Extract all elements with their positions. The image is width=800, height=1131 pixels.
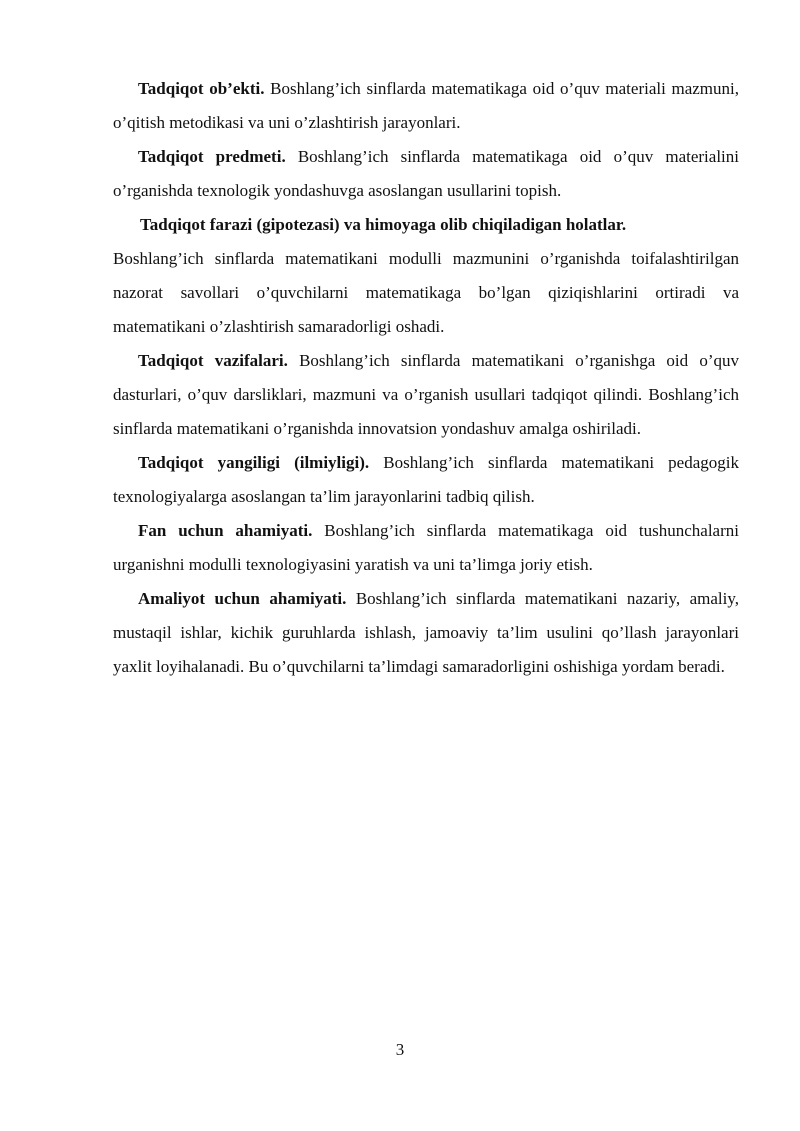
paragraph-text: Boshlang’ich sinflarda matematikaga oid o’quv materiali mazmuni, o’qitish metodikasi va uni o’zlashtirish jarayonlari.: [113, 79, 740, 132]
paragraph-text: Boshlang’ich sinflarda matematikaga oid tushunchalarni urganishni modulli texnologiyasini yaratish va uni ta’limga joriy etish.: [113, 521, 739, 574]
document-body: [113, 72, 739, 684]
paragraph-label: Tadqiqot yangiligi (ilmiyligi).: [138, 453, 370, 472]
paragraph-research-novelty: [113, 446, 739, 514]
paragraph-label: Amaliyot uchun ahamiyati.: [138, 589, 347, 608]
paragraph-text: Boshlang’ich sinflarda matematikani nazariy, amaliy, mustaqil ishlar, kichik guruhlarda ishlash, jamoaviy ta’lim usulini qo’llash jarayonlari yaxlit loyihalanadi. Bu o’quvchilarni ta’limdagi samaradorligini oshishiga yordam beradi.: [113, 589, 739, 676]
page-number: 3: [395, 1040, 405, 1059]
paragraph-practical-significance: [113, 582, 739, 684]
paragraph-text: Boshlang’ich sinflarda matematikani o’rganishga oid o’quv dasturlari, o’quv darsliklari, mazmuni va o’rganish usullari tadqiqot qilindi. Boshlang’ich sinflarda matematikani o’rganishda innovatsion yondashuv amalga oshiriladi.: [113, 351, 739, 438]
paragraph-text: Boshlang’ich sinflarda matematikani modulli mazmunini o’rganishda toifalashtirilgan nazorat savollari o’quvchilarni matematikaga bo’lgan qiziqishlarini ortiradi va matematikani o’zlashtirish samaradorligi oshadi.: [113, 249, 739, 336]
paragraph-scientific-significance: [113, 514, 739, 582]
paragraph-label: Tadqiqot vazifalari.: [138, 351, 288, 370]
paragraph-label: Tadqiqot predmeti.: [138, 147, 286, 166]
paragraph-label: Fan uchun ahamiyati.: [138, 521, 313, 540]
paragraph-text: Boshlang’ich sinflarda matematikani pedagogik texnologiyalarga asoslangan ta’lim jarayonlarini tadbiq qilish.: [113, 453, 739, 506]
paragraph-label: Tadqiqot ob’ekti.: [138, 79, 265, 98]
paragraph-text: Boshlang’ich sinflarda matematikaga oid o’quv materialini o’rganishda texnologik yondashuvga asoslangan usullarini topish.: [113, 147, 739, 200]
paragraph-hypothesis: [113, 208, 739, 344]
paragraph-research-object: [113, 72, 739, 140]
paragraph-label: Tadqiqot farazi (gipotezasi) va himoyaga olib chiqiladigan holatlar.: [140, 215, 627, 234]
paragraph-research-subject: [113, 140, 739, 208]
paragraph-research-tasks: [113, 344, 739, 446]
